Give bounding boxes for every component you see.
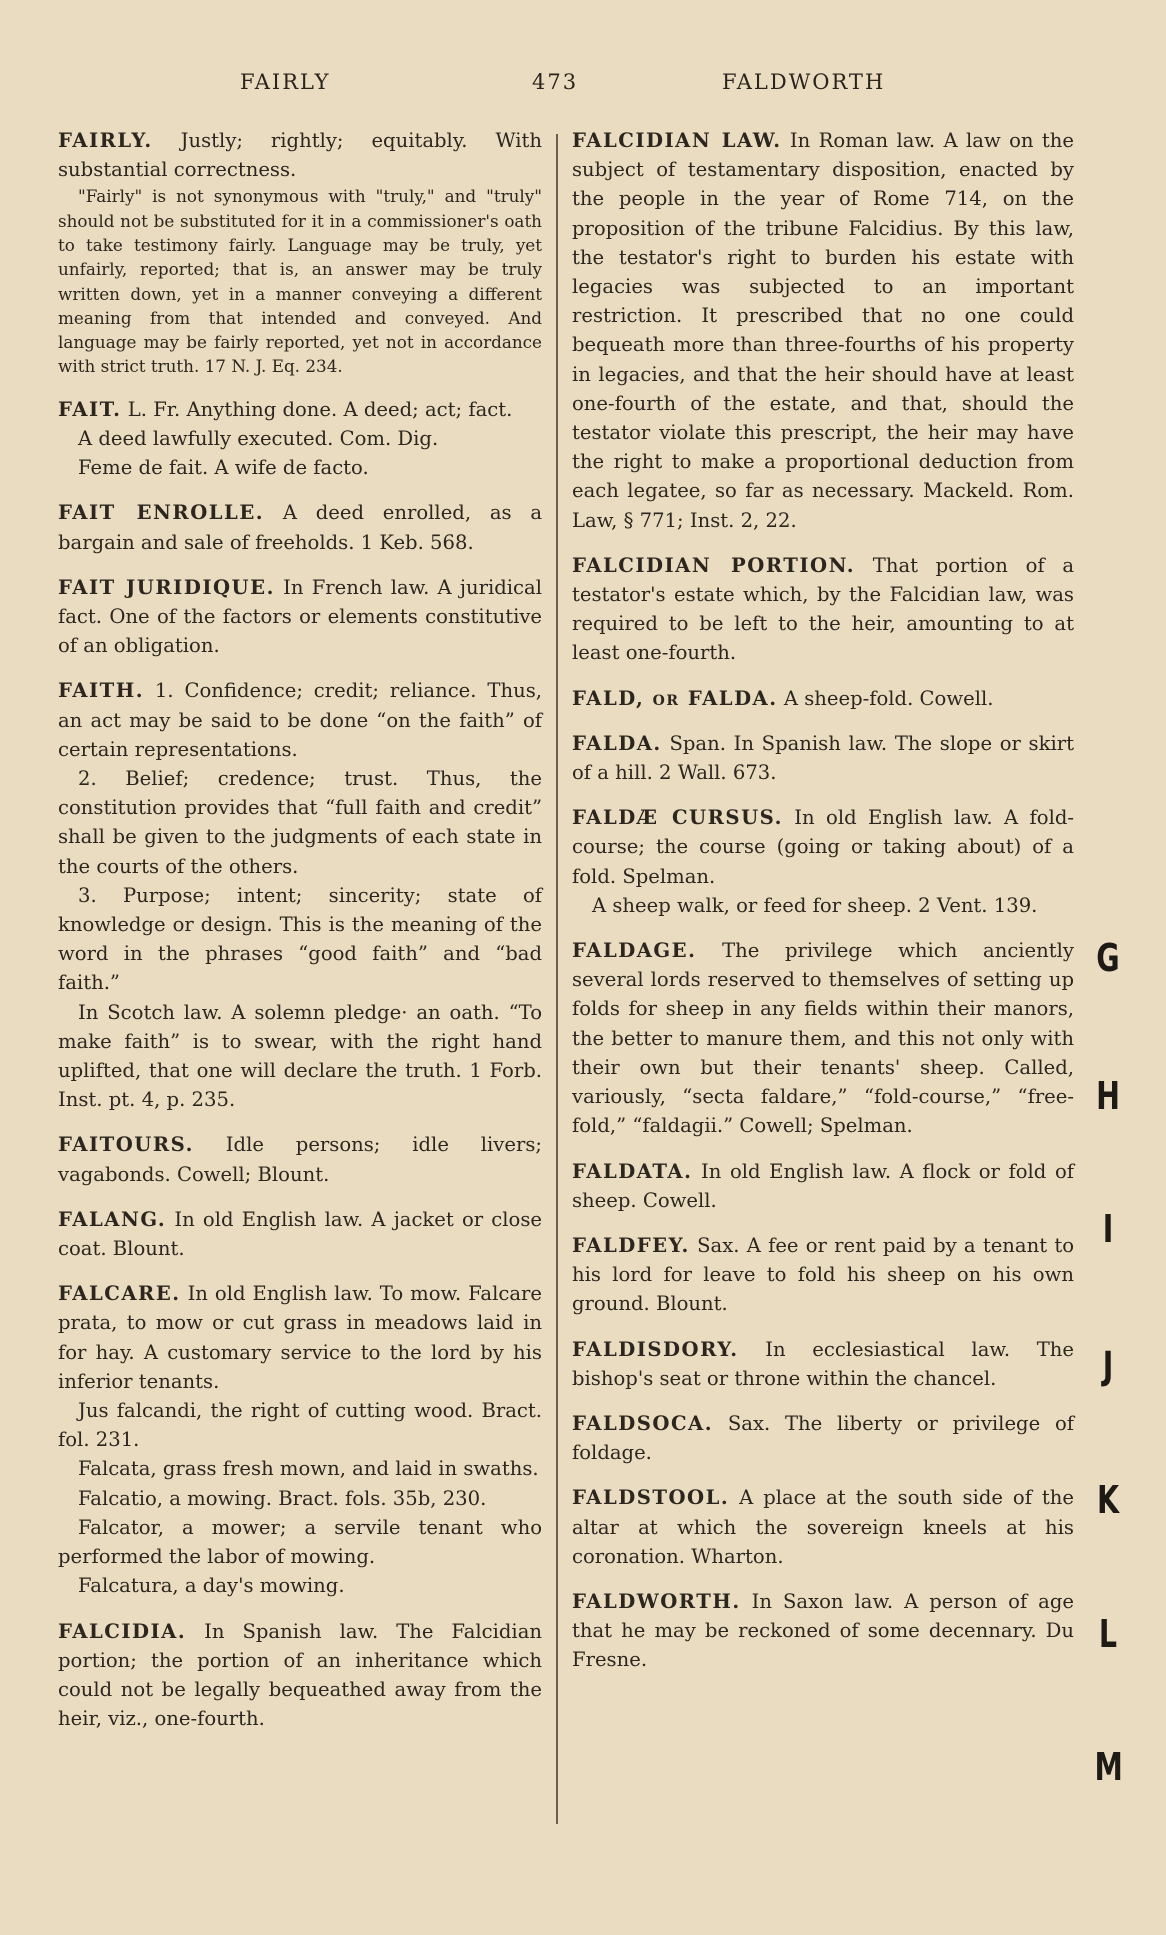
definition: A deed enrolled, as a bargain and sale of freeholds. 1 Keb. 568.	[58, 501, 542, 554]
thumb-tab-m[interactable]: M	[1094, 1745, 1123, 1789]
definition: In French law. A juridical fact. One of the factors or elements constitutive of an obligation.	[58, 575, 542, 658]
entry-falang	[58, 1205, 542, 1263]
definition: In ecclesiastical law. The bishop's seat or throne within the chancel.	[572, 1337, 1074, 1390]
definition-paragraph: Feme de fait. A wife de facto.	[78, 456, 369, 480]
headword: FALCIDIA.	[58, 1619, 187, 1643]
headword: FALDSTOOL.	[572, 1486, 730, 1510]
entry-faitours	[58, 1130, 542, 1188]
definition-paragraph: 2. Belief; credence; trust. Thus, the constitution provides that “full faith and credit” shall be given to the judgments of each state in the courts of the others.	[58, 767, 542, 878]
definition: Span. In Spanish law. The slope or skirt of a hill. 2 Wall. 673.	[572, 731, 1074, 785]
thumb-tab-h[interactable]: H	[1096, 1074, 1120, 1118]
entry-faldsoca	[572, 1409, 1074, 1467]
entry-fait	[58, 395, 542, 483]
entry-faldae-cursus	[572, 803, 1074, 920]
headword: FALDWORTH.	[572, 1589, 741, 1613]
entry-fait-enrolle	[58, 498, 542, 556]
headword: FALDISDORY.	[572, 1337, 739, 1361]
definition: The privilege which anciently several lords reserved to themselves of setting up folds for sheep in any fields within their manors, the better to manure them, and this not only with their own but their tenants' sheep. Called, variously, “secta faldare,” “fold-course,” “free-fold,” “faldagii.” Cowell; Spelman.	[572, 939, 1074, 1138]
definition: A place at the south side of the altar at which the sovereign kneels at his coronation. Wharton.	[572, 1486, 1074, 1568]
definition-paragraph: Jus falcandi, the right of cutting wood. Bract. fol. 231.	[58, 1399, 542, 1452]
entry-falcare	[58, 1279, 542, 1600]
headword: FALCARE.	[58, 1282, 181, 1306]
definition: That portion of a testator's estate which, by the Falcidian law, was required to be left to the heir, amounting to at least one-fourth.	[572, 553, 1075, 665]
entry-faith	[58, 676, 542, 1114]
entry-fairly	[58, 126, 542, 379]
entry-fait-juridique	[58, 573, 542, 661]
definition: In old English law. A jacket or close coat. Blount.	[58, 1207, 542, 1261]
headword: FAIT JURIDIQUE.	[58, 575, 275, 599]
thumb-index	[1090, 0, 1130, 1935]
page-number: 473	[532, 70, 579, 94]
entry-falda	[572, 729, 1074, 787]
entry-faldage	[572, 936, 1074, 1140]
headword: FAITOURS.	[58, 1133, 194, 1157]
headword: FALDAGE.	[572, 939, 697, 963]
headword: FAIT.	[58, 397, 122, 421]
definition: L. Fr. Anything done. A deed; act; fact.	[121, 397, 513, 421]
left-guide-word: FAIRLY	[240, 70, 331, 94]
entry-fald	[572, 684, 1074, 713]
right-guide-word: FALDWORTH	[722, 70, 886, 94]
headword: FALANG.	[58, 1207, 167, 1231]
right-column	[572, 126, 1074, 1691]
definition: Sax. A fee or rent paid by a tenant to his lord for leave to fold his sheep on his own ground. Blount.	[572, 1233, 1074, 1316]
headword: FALDÆ CURSUS.	[572, 806, 783, 830]
thumb-tab-g[interactable]: G	[1096, 936, 1120, 980]
headword: FALDFEY.	[572, 1233, 690, 1257]
headword: FAITH.	[58, 679, 145, 703]
entry-falcidian-portion	[572, 551, 1074, 668]
entry-faldfey	[572, 1231, 1074, 1319]
headword: FALDATA.	[572, 1159, 693, 1183]
headword: FALD, or FALDA.	[572, 686, 778, 710]
definition: 1. Confidence; credit; reliance. Thus, an act may be said to be done “on the faith” of certain representations.	[58, 679, 542, 761]
headword: FALCIDIAN PORTION.	[572, 553, 856, 577]
definition-paragraph: Falcatura, a day's mowing.	[78, 1574, 345, 1598]
definition-paragraph: Falcator, a mower; a servile tenant who performed the labor of mowing.	[58, 1515, 542, 1569]
thumb-tab-k[interactable]: K	[1096, 1478, 1120, 1522]
entry-falcidia	[58, 1617, 542, 1734]
definition: Idle persons; idle livers; vagabonds. Cowell; Blount.	[58, 1133, 542, 1186]
definition-paragraph: A deed lawfully executed. Com. Dig.	[78, 426, 439, 450]
definition: In Roman law. A law on the subject of testamentary disposition, enacted by the people in the year of Rome 714, on the proposition of the tribune Falcidius. By this law, the testator's right to burden his estate with legacies was subjected to an important restriction. It prescribed that no one could bequeath more than three-fourths of his property in legacies, and that the heir should have at least one-fourth of the estate, and that, should the testator violate this prescript, the heir may have the right to make a proportional deduction from each legatee, so far as necessary. Mackeld. Rom. Law, § 771; Inst. 2, 22.	[572, 129, 1074, 532]
definition: In old English law. A flock or fold of sheep. Cowell.	[572, 1159, 1074, 1212]
definition: In Saxon law. A person of age that he may be reckoned of some decennary. Du Fresne.	[572, 1589, 1074, 1672]
headword: FALCIDIAN LAW.	[572, 129, 782, 152]
definition: Justly; rightly; equitably. With substantial correctness.	[58, 129, 542, 182]
definition: In Spanish law. The Falcidian portion; the portion of an inheritance which could not be legally bequeathed away from the heir, viz., one-fourth.	[58, 1619, 542, 1731]
headword: FALDA.	[572, 731, 662, 755]
thumb-tab-j[interactable]: J	[1102, 1344, 1114, 1388]
commentary: "Fairly" is not synonymous with "truly," and "truly" should not be substituted for it in a commissioner's oath to take testimony fairly. Language may be truly, yet unfairly, reported; that is, an answer may be truly written down, yet in a manner conveying a different meaning from that intended and conveyed. And language may be fairly reported, yet not in accordance with strict truth. 17 N. J. Eq. 234.	[58, 186, 542, 377]
definition-paragraph: In Scotch law. A solemn pledge· an oath. “To make faith” is to swear, with the right hand uplifted, that one will declare the truth. 1 Forb. Inst. pt. 4, p. 235.	[58, 1000, 542, 1112]
thumb-tab-i[interactable]: I	[1102, 1207, 1114, 1251]
definition-paragraph: Falcata, grass fresh mown, and laid in swaths.	[78, 1457, 539, 1481]
definition: In old English law. To mow. Falcare prata, to mow or cut grass in meadows laid in for hay. A customary service to the lord by his inferior tenants.	[58, 1282, 542, 1393]
entry-faldisdory	[572, 1335, 1074, 1393]
definition-paragraph: 3. Purpose; intent; sincerity; state of knowledge or design. This is the meaning of the word in the phrases “good faith” and “bad faith.”	[58, 883, 542, 995]
entry-faldworth	[572, 1587, 1074, 1675]
left-column	[58, 126, 542, 1749]
definition: In old English law. A fold-course; the course (going or taking about) of a fold. Spelman.	[572, 806, 1074, 888]
entry-faldstool	[572, 1483, 1074, 1571]
definition-paragraph: Falcatio, a mowing. Bract. fols. 35b, 230.	[78, 1486, 487, 1510]
definition: A sheep-fold. Cowell.	[777, 686, 994, 710]
entry-faldata	[572, 1157, 1074, 1215]
running-header	[0, 70, 1166, 110]
definition-paragraph: A sheep walk, or feed for sheep. 2 Vent. 139.	[592, 893, 1038, 917]
headword: FALDSOCA.	[572, 1411, 714, 1435]
headword: FAIRLY.	[58, 129, 153, 152]
entry-falcidian-law	[572, 126, 1074, 535]
definition: Sax. The liberty or privilege of foldage.	[572, 1411, 1074, 1465]
thumb-tab-l[interactable]: L	[1098, 1612, 1118, 1656]
headword: FAIT ENROLLE.	[58, 501, 265, 525]
column-divider	[556, 134, 558, 1824]
